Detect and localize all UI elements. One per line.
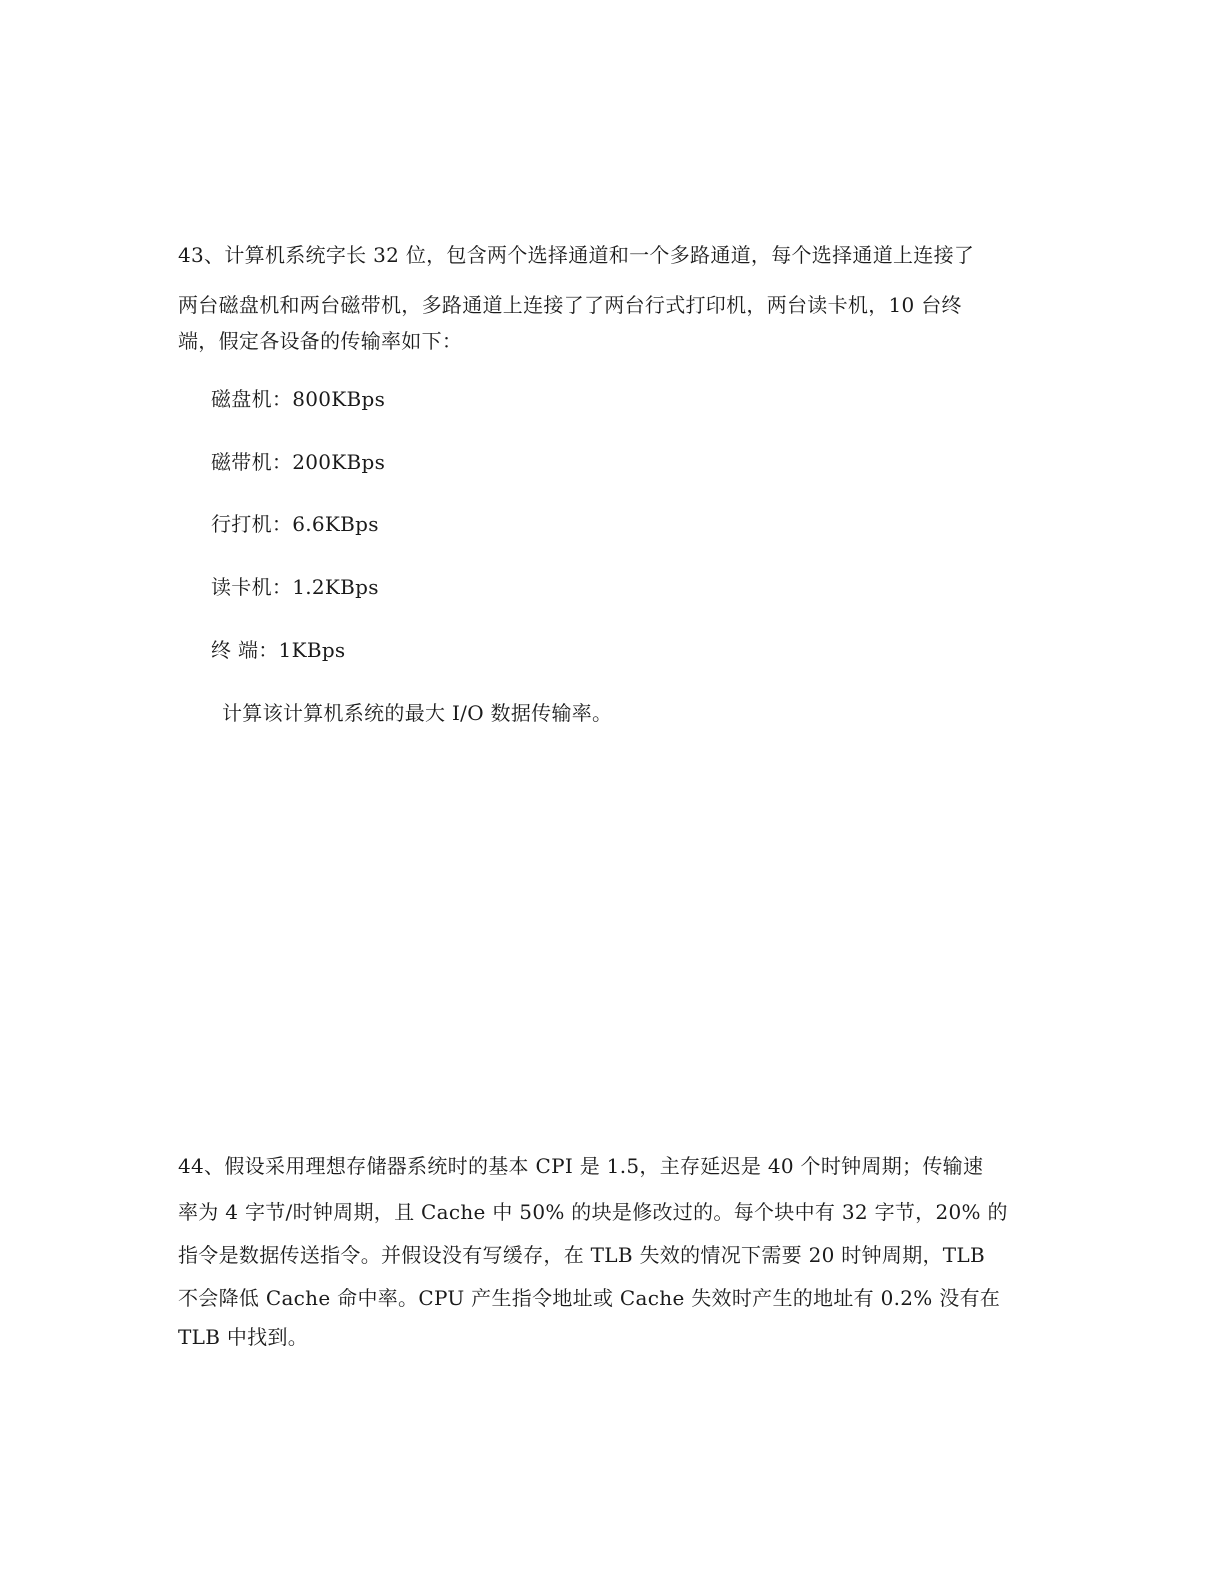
device-rate-terminal: 终 端：1KBps: [211, 638, 346, 662]
q44-line-2: 率为 4 字节/时钟周期，且 Cache 中 50% 的块是修改过的。每个块中有 32 字节，20% 的: [178, 1200, 1008, 1224]
q44-line-5: TLB 中找到。: [178, 1325, 309, 1349]
q43-line-1: 43、计算机系统字长 32 位，包含两个选择通道和一个多路通道，每个选择通道上连接了: [178, 243, 975, 267]
device-rate-card-reader: 读卡机：1.2KBps: [211, 575, 379, 599]
device-rate-printer: 行打机：6.6KBps: [211, 512, 379, 536]
device-rate-disk: 磁盘机：800KBps: [211, 387, 386, 411]
q43-question: 计算该计算机系统的最大 I/O 数据传输率。: [222, 701, 613, 725]
q43-line-3: 端，假定各设备的传输率如下：: [178, 329, 463, 353]
q44-line-1: 44、假设采用理想存储器系统时的基本 CPI 是 1.5，主存延迟是 40 个时钟周期；传输速: [178, 1154, 984, 1178]
device-rate-tape: 磁带机：200KBps: [211, 450, 386, 474]
q44-line-4: 不会降低 Cache 命中率。CPU 产生指令地址或 Cache 失效时产生的地址有 0.2% 没有在: [178, 1286, 1001, 1310]
q44-line-3: 指令是数据传送指令。并假设没有写缓存，在 TLB 失效的情况下需要 20 时钟周期，TLB: [178, 1243, 986, 1267]
q43-line-2: 两台磁盘机和两台磁带机，多路通道上连接了了两台行式打印机，两台读卡机，10 台终: [178, 293, 962, 317]
